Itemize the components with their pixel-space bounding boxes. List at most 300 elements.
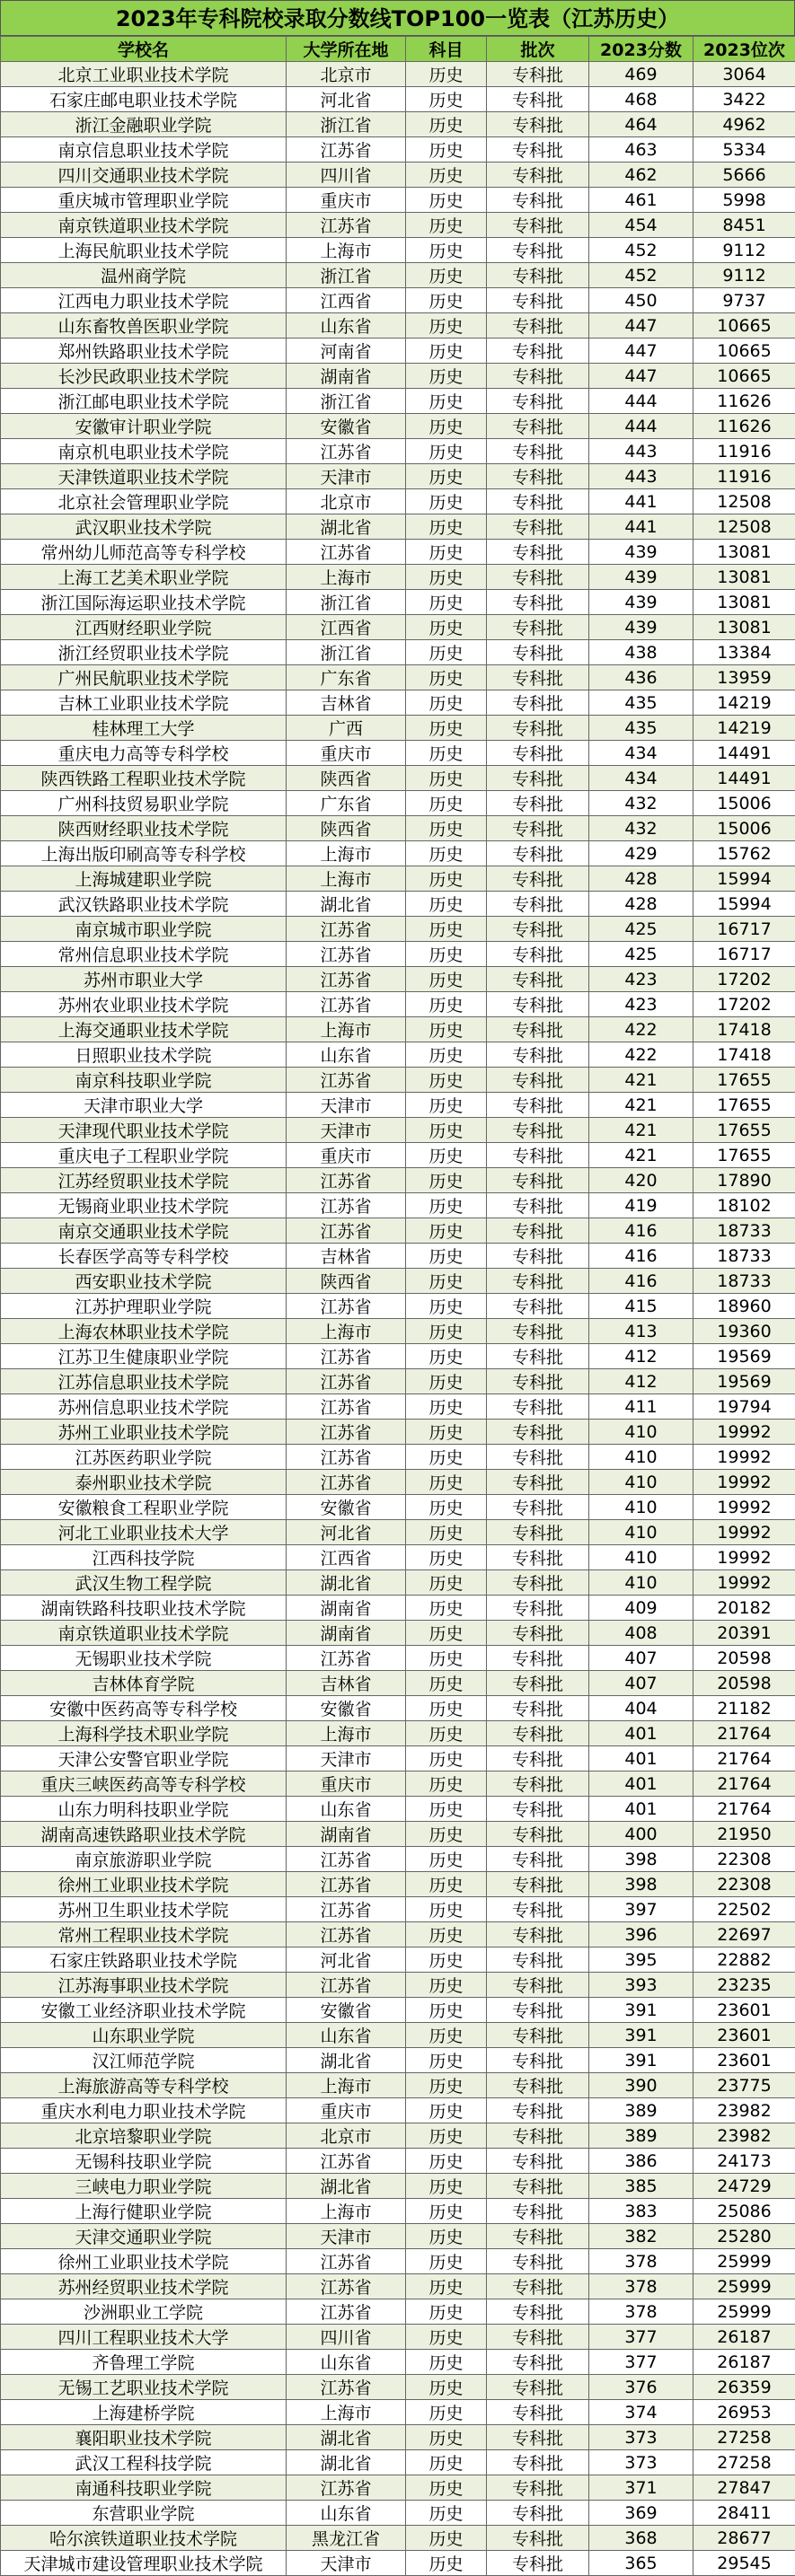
table-row	[1, 766, 795, 791]
school-cell: 襄阳职业技术学院	[1, 2425, 287, 2450]
batch-cell: 专科批	[487, 1394, 589, 1420]
score-cell: 378	[589, 2274, 693, 2299]
rank-cell: 21764	[693, 1746, 795, 1772]
score-cell: 415	[589, 1294, 693, 1319]
subject-cell: 历史	[406, 841, 487, 866]
table-row	[1, 1872, 795, 1897]
school-cell: 重庆电力高等专科学校	[1, 741, 287, 766]
school-cell: 上海工艺美术职业学院	[1, 565, 287, 590]
location-cell: 天津市	[287, 2551, 406, 2576]
location-cell: 江苏省	[287, 1218, 406, 1244]
subject-cell: 历史	[406, 188, 487, 213]
table-row	[1, 716, 795, 741]
location-cell: 重庆市	[287, 188, 406, 213]
location-cell: 江苏省	[287, 213, 406, 238]
score-cell: 423	[589, 992, 693, 1017]
school-cell: 石家庄邮电职业技术学院	[1, 87, 287, 112]
subject-cell: 历史	[406, 665, 487, 690]
table-row	[1, 2400, 795, 2425]
score-cell: 438	[589, 640, 693, 665]
rank-cell: 21764	[693, 1772, 795, 1797]
table-row	[1, 137, 795, 163]
location-cell: 北京市	[287, 489, 406, 514]
location-cell: 上海市	[287, 2199, 406, 2224]
batch-cell: 专科批	[487, 816, 589, 841]
school-cell: 常州工程职业技术学院	[1, 1922, 287, 1947]
score-cell: 429	[589, 841, 693, 866]
table-row	[1, 188, 795, 213]
score-cell: 421	[589, 1118, 693, 1143]
batch-cell: 专科批	[487, 389, 589, 414]
score-cell: 412	[589, 1344, 693, 1369]
rank-cell: 19794	[693, 1394, 795, 1420]
subject-cell: 历史	[406, 1470, 487, 1495]
location-cell: 湖南省	[287, 1822, 406, 1847]
location-cell: 湖南省	[287, 364, 406, 389]
table-row	[1, 414, 795, 439]
location-cell: 安徽省	[287, 1998, 406, 2023]
location-cell: 江苏省	[287, 917, 406, 942]
batch-cell: 专科批	[487, 1344, 589, 1369]
batch-cell: 专科批	[487, 1495, 589, 1520]
score-cell: 443	[589, 464, 693, 489]
subject-cell: 历史	[406, 1897, 487, 1922]
subject-cell: 历史	[406, 1772, 487, 1797]
location-cell: 浙江省	[287, 590, 406, 615]
batch-cell: 专科批	[487, 2501, 589, 2526]
location-cell: 湖北省	[287, 2174, 406, 2199]
subject-cell: 历史	[406, 892, 487, 917]
location-cell: 山东省	[287, 2501, 406, 2526]
subject-cell: 历史	[406, 1721, 487, 1746]
school-cell: 上海农林职业技术学院	[1, 1319, 287, 1344]
school-cell: 南京城市职业学院	[1, 917, 287, 942]
school-cell: 长春医学高等专科学校	[1, 1244, 287, 1269]
score-cell: 413	[589, 1319, 693, 1344]
batch-cell: 专科批	[487, 263, 589, 288]
batch-cell: 专科批	[487, 766, 589, 791]
school-cell: 山东职业学院	[1, 2023, 287, 2048]
table-row	[1, 841, 795, 866]
batch-cell: 专科批	[487, 2123, 589, 2149]
subject-cell: 历史	[406, 1872, 487, 1897]
table-row	[1, 62, 795, 87]
batch-cell: 专科批	[487, 1721, 589, 1746]
score-cell: 435	[589, 690, 693, 716]
batch-cell: 专科批	[487, 992, 589, 1017]
score-cell: 416	[589, 1218, 693, 1244]
subject-cell: 历史	[406, 112, 487, 137]
rank-cell: 10665	[693, 364, 795, 389]
batch-cell: 专科批	[487, 917, 589, 942]
subject-cell: 历史	[406, 2501, 487, 2526]
batch-cell: 专科批	[487, 791, 589, 816]
score-cell: 389	[589, 2098, 693, 2123]
score-cell: 469	[589, 62, 693, 87]
school-cell: 浙江邮电职业技术学院	[1, 389, 287, 414]
subject-cell: 历史	[406, 1294, 487, 1319]
score-cell: 382	[589, 2224, 693, 2249]
score-cell: 447	[589, 338, 693, 364]
batch-cell: 专科批	[487, 188, 589, 213]
location-cell: 湖北省	[287, 2450, 406, 2475]
school-cell: 山东畜牧兽医职业学院	[1, 313, 287, 338]
table-row	[1, 2098, 795, 2123]
rank-cell: 26359	[693, 2375, 795, 2400]
school-cell: 上海建桥学院	[1, 2400, 287, 2425]
subject-cell: 历史	[406, 1973, 487, 1998]
score-cell: 396	[589, 1922, 693, 1947]
table-row	[1, 2224, 795, 2249]
rank-cell: 22308	[693, 1872, 795, 1897]
rank-cell: 26953	[693, 2400, 795, 2425]
table-row	[1, 112, 795, 137]
batch-cell: 专科批	[487, 615, 589, 640]
location-cell: 江苏省	[287, 1445, 406, 1470]
location-cell: 北京市	[287, 62, 406, 87]
score-cell: 444	[589, 414, 693, 439]
score-cell: 410	[589, 1520, 693, 1545]
school-cell: 广州民航职业技术学院	[1, 665, 287, 690]
table-row	[1, 1042, 795, 1068]
batch-cell: 专科批	[487, 1244, 589, 1269]
score-cell: 425	[589, 917, 693, 942]
score-cell: 452	[589, 238, 693, 263]
school-cell: 浙江金融职业学院	[1, 112, 287, 137]
location-cell: 江苏省	[287, 1068, 406, 1093]
subject-cell: 历史	[406, 791, 487, 816]
subject-cell: 历史	[406, 2073, 487, 2098]
school-cell: 无锡职业技术学院	[1, 1646, 287, 1671]
location-cell: 浙江省	[287, 112, 406, 137]
rank-cell: 14219	[693, 690, 795, 716]
location-cell: 重庆市	[287, 1772, 406, 1797]
table-row	[1, 1319, 795, 1344]
rank-cell: 20391	[693, 1621, 795, 1646]
table-row	[1, 1671, 795, 1696]
score-cell: 441	[589, 514, 693, 540]
subject-cell: 历史	[406, 213, 487, 238]
table-row	[1, 565, 795, 590]
table-row	[1, 967, 795, 992]
location-cell: 江苏省	[287, 2299, 406, 2325]
table-row	[1, 2199, 795, 2224]
table-row	[1, 1646, 795, 1671]
table-row	[1, 640, 795, 665]
location-cell: 江苏省	[287, 1872, 406, 1897]
rank-cell: 27258	[693, 2425, 795, 2450]
score-cell: 443	[589, 439, 693, 464]
table-row	[1, 288, 795, 313]
table-row	[1, 2526, 795, 2551]
subject-cell: 历史	[406, 716, 487, 741]
rank-cell: 23235	[693, 1973, 795, 1998]
table-row	[1, 2501, 795, 2526]
subject-cell: 历史	[406, 1143, 487, 1168]
table-row	[1, 2249, 795, 2274]
batch-cell: 专科批	[487, 1646, 589, 1671]
subject-cell: 历史	[406, 137, 487, 163]
subject-cell: 历史	[406, 514, 487, 540]
subject-cell: 历史	[406, 1922, 487, 1947]
batch-cell: 专科批	[487, 1269, 589, 1294]
school-cell: 安徽粮食工程职业学院	[1, 1495, 287, 1520]
rank-cell: 8451	[693, 213, 795, 238]
rank-cell: 17202	[693, 992, 795, 1017]
subject-cell: 历史	[406, 1068, 487, 1093]
rank-cell: 19992	[693, 1470, 795, 1495]
subject-cell: 历史	[406, 1118, 487, 1143]
rank-cell: 15762	[693, 841, 795, 866]
school-cell: 上海城建职业学院	[1, 866, 287, 892]
location-cell: 天津市	[287, 2224, 406, 2249]
batch-cell: 专科批	[487, 414, 589, 439]
subject-cell: 历史	[406, 741, 487, 766]
rank-cell: 14491	[693, 741, 795, 766]
rank-cell: 14491	[693, 766, 795, 791]
batch-cell: 专科批	[487, 1042, 589, 1068]
batch-cell: 专科批	[487, 1897, 589, 1922]
table-row	[1, 1721, 795, 1746]
location-cell: 江苏省	[287, 967, 406, 992]
rank-cell: 13959	[693, 665, 795, 690]
rank-cell: 20598	[693, 1646, 795, 1671]
score-table	[0, 36, 795, 2576]
school-cell: 武汉生物工程学院	[1, 1570, 287, 1596]
batch-cell: 专科批	[487, 2526, 589, 2551]
rank-cell: 9737	[693, 288, 795, 313]
score-cell: 450	[589, 288, 693, 313]
table-row	[1, 464, 795, 489]
location-cell: 江苏省	[287, 2249, 406, 2274]
batch-cell: 专科批	[487, 238, 589, 263]
school-cell: 江苏信息职业技术学院	[1, 1369, 287, 1394]
subject-cell: 历史	[406, 338, 487, 364]
score-cell: 395	[589, 1947, 693, 1973]
score-cell: 419	[589, 1193, 693, 1218]
location-cell: 江苏省	[287, 1369, 406, 1394]
school-cell: 武汉职业技术学院	[1, 514, 287, 540]
location-cell: 湖南省	[287, 1596, 406, 1621]
rank-cell: 9112	[693, 263, 795, 288]
rank-cell: 27847	[693, 2475, 795, 2501]
batch-cell: 专科批	[487, 841, 589, 866]
batch-cell: 专科批	[487, 1294, 589, 1319]
school-cell: 陕西铁路工程职业技术学院	[1, 766, 287, 791]
subject-cell: 历史	[406, 2098, 487, 2123]
location-cell: 天津市	[287, 464, 406, 489]
school-cell: 武汉工程科技学院	[1, 2450, 287, 2475]
batch-cell: 专科批	[487, 967, 589, 992]
table-row	[1, 1470, 795, 1495]
rank-cell: 9112	[693, 238, 795, 263]
rank-cell: 19569	[693, 1344, 795, 1369]
school-cell: 江苏海事职业技术学院	[1, 1973, 287, 1998]
location-cell: 湖北省	[287, 892, 406, 917]
score-cell: 423	[589, 967, 693, 992]
table-row	[1, 1621, 795, 1646]
score-cell: 410	[589, 1445, 693, 1470]
rank-cell: 19569	[693, 1369, 795, 1394]
batch-cell: 专科批	[487, 1168, 589, 1193]
header-score: 2023分数	[589, 37, 693, 62]
score-cell: 404	[589, 1696, 693, 1721]
table-row	[1, 1772, 795, 1797]
location-cell: 陕西省	[287, 816, 406, 841]
table-row	[1, 1596, 795, 1621]
school-cell: 天津公安警官职业学院	[1, 1746, 287, 1772]
subject-cell: 历史	[406, 1420, 487, 1445]
batch-cell: 专科批	[487, 62, 589, 87]
school-cell: 长沙民政职业技术学院	[1, 364, 287, 389]
school-cell: 天津城市建设管理职业技术学院	[1, 2551, 287, 2576]
score-cell: 391	[589, 2048, 693, 2073]
score-cell: 391	[589, 1998, 693, 2023]
table-row	[1, 1017, 795, 1042]
batch-cell: 专科批	[487, 1570, 589, 1596]
rank-cell: 11916	[693, 439, 795, 464]
school-cell: 浙江国际海运职业技术学院	[1, 590, 287, 615]
table-row	[1, 540, 795, 565]
school-cell: 江西财经职业学院	[1, 615, 287, 640]
location-cell: 江西省	[287, 615, 406, 640]
score-cell: 401	[589, 1721, 693, 1746]
location-cell: 山东省	[287, 2023, 406, 2048]
location-cell: 江苏省	[287, 137, 406, 163]
location-cell: 天津市	[287, 1746, 406, 1772]
table-row	[1, 1947, 795, 1973]
rank-cell: 23982	[693, 2098, 795, 2123]
score-cell: 416	[589, 1269, 693, 1294]
location-cell: 上海市	[287, 2073, 406, 2098]
location-cell: 黑龙江省	[287, 2526, 406, 2551]
subject-cell: 历史	[406, 2274, 487, 2299]
score-cell: 421	[589, 1143, 693, 1168]
subject-cell: 历史	[406, 439, 487, 464]
score-cell: 412	[589, 1369, 693, 1394]
rank-cell: 28411	[693, 2501, 795, 2526]
score-cell: 369	[589, 2501, 693, 2526]
table-row	[1, 2475, 795, 2501]
subject-cell: 历史	[406, 288, 487, 313]
school-cell: 苏州工业职业技术学院	[1, 1420, 287, 1445]
rank-cell: 22308	[693, 1847, 795, 1872]
school-cell: 安徽审计职业学院	[1, 414, 287, 439]
score-cell: 401	[589, 1772, 693, 1797]
school-cell: 上海科学技术职业学院	[1, 1721, 287, 1746]
rank-cell: 19992	[693, 1495, 795, 1520]
batch-cell: 专科批	[487, 2098, 589, 2123]
school-cell: 江西科技学院	[1, 1545, 287, 1570]
location-cell: 安徽省	[287, 414, 406, 439]
score-cell: 441	[589, 489, 693, 514]
school-cell: 上海民航职业技术学院	[1, 238, 287, 263]
batch-cell: 专科批	[487, 1545, 589, 1570]
score-cell: 428	[589, 892, 693, 917]
score-cell: 391	[589, 2023, 693, 2048]
rank-cell: 5998	[693, 188, 795, 213]
rank-cell: 17890	[693, 1168, 795, 1193]
batch-cell: 专科批	[487, 1068, 589, 1093]
school-cell: 北京工业职业技术学院	[1, 62, 287, 87]
table-row	[1, 791, 795, 816]
score-cell: 416	[589, 1244, 693, 1269]
school-cell: 天津交通职业学院	[1, 2224, 287, 2249]
rank-cell: 15994	[693, 892, 795, 917]
table-row	[1, 1093, 795, 1118]
rank-cell: 23601	[693, 1998, 795, 2023]
score-cell: 421	[589, 1093, 693, 1118]
school-cell: 江苏卫生健康职业学院	[1, 1344, 287, 1369]
subject-cell: 历史	[406, 1520, 487, 1545]
score-cell: 365	[589, 2551, 693, 2576]
subject-cell: 历史	[406, 489, 487, 514]
batch-cell: 专科批	[487, 1797, 589, 1822]
subject-cell: 历史	[406, 942, 487, 967]
table-row	[1, 313, 795, 338]
batch-cell: 专科批	[487, 2375, 589, 2400]
school-cell: 浙江经贸职业技术学院	[1, 640, 287, 665]
batch-cell: 专科批	[487, 2450, 589, 2475]
location-cell: 山东省	[287, 2350, 406, 2375]
school-cell: 苏州信息职业技术学院	[1, 1394, 287, 1420]
batch-cell: 专科批	[487, 1143, 589, 1168]
batch-cell: 专科批	[487, 163, 589, 188]
table-row	[1, 1269, 795, 1294]
batch-cell: 专科批	[487, 2224, 589, 2249]
location-cell: 安徽省	[287, 1495, 406, 1520]
table-row	[1, 439, 795, 464]
location-cell: 江西省	[287, 288, 406, 313]
location-cell: 四川省	[287, 163, 406, 188]
subject-cell: 历史	[406, 2299, 487, 2325]
rank-cell: 18960	[693, 1294, 795, 1319]
location-cell: 江苏省	[287, 1897, 406, 1922]
header-rank: 2023位次	[693, 37, 795, 62]
location-cell: 湖北省	[287, 514, 406, 540]
score-cell: 422	[589, 1017, 693, 1042]
rank-cell: 15006	[693, 791, 795, 816]
score-cell: 410	[589, 1470, 693, 1495]
score-cell: 435	[589, 716, 693, 741]
batch-cell: 专科批	[487, 1017, 589, 1042]
rank-cell: 10665	[693, 313, 795, 338]
school-cell: 吉林体育学院	[1, 1671, 287, 1696]
subject-cell: 历史	[406, 87, 487, 112]
table-row	[1, 2174, 795, 2199]
table-row	[1, 2350, 795, 2375]
table-row	[1, 1168, 795, 1193]
score-cell: 434	[589, 766, 693, 791]
table-row	[1, 892, 795, 917]
table-row	[1, 1746, 795, 1772]
subject-cell: 历史	[406, 615, 487, 640]
batch-cell: 专科批	[487, 313, 589, 338]
score-cell: 439	[589, 590, 693, 615]
location-cell: 江苏省	[287, 942, 406, 967]
batch-cell: 专科批	[487, 1596, 589, 1621]
score-cell: 410	[589, 1495, 693, 1520]
batch-cell: 专科批	[487, 2073, 589, 2098]
score-cell: 422	[589, 1042, 693, 1068]
school-cell: 上海旅游高等专科学校	[1, 2073, 287, 2098]
school-cell: 常州幼儿师范高等专科学校	[1, 540, 287, 565]
table-row	[1, 389, 795, 414]
location-cell: 江苏省	[287, 1922, 406, 1947]
batch-cell: 专科批	[487, 2174, 589, 2199]
score-cell: 400	[589, 1822, 693, 1847]
header-school: 学校名	[1, 37, 287, 62]
